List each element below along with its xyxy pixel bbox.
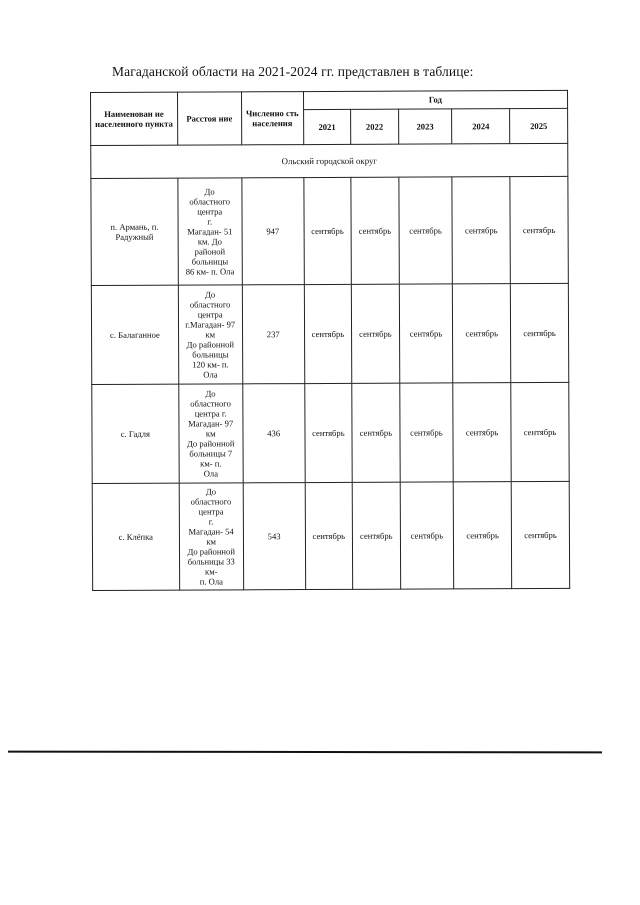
header-distance: Расстоя ние xyxy=(177,92,241,145)
header-year-2021: 2021 xyxy=(303,109,351,145)
table-row xyxy=(91,176,568,285)
table-row xyxy=(92,481,569,590)
month-cell-2021: сентябрь xyxy=(305,482,353,589)
intro-sentence: Магаданской области на 2021-2024 гг. представлен в таблице: xyxy=(112,64,474,79)
page-divider-line xyxy=(8,751,602,754)
month-cell-2025: сентябрь xyxy=(510,283,568,382)
region-row: Ольский городской округ xyxy=(91,143,568,178)
month-cell-2024: сентябрь xyxy=(452,177,510,284)
month-cell-2025: сентябрь xyxy=(511,382,569,481)
month-cell-2023: сентябрь xyxy=(400,482,454,589)
month-cell-2021: сентябрь xyxy=(304,284,352,383)
settlement-name: п. Армань, п. Радужный xyxy=(91,178,178,285)
month-cell-2022: сентябрь xyxy=(351,177,399,284)
schedule-table xyxy=(90,90,570,591)
distance-cell: До областного центра г.Магадан- 97 км До районной больницы 120 км- п. Ола xyxy=(178,285,242,384)
header-population: Численно сть населения xyxy=(241,92,303,145)
month-cell-2024: сентябрь xyxy=(453,482,511,589)
settlement-name: с. Гадля xyxy=(92,384,179,483)
population-cell: 947 xyxy=(242,178,304,285)
header-year-group: Год xyxy=(303,90,567,109)
month-cell-2022: сентябрь xyxy=(352,383,400,482)
header-year-2023: 2023 xyxy=(398,109,452,145)
month-cell-2024: сентябрь xyxy=(453,284,511,383)
distance-cell: До областного центра г. Магадан- 97 км До районной больницы 7 км- п. Ола xyxy=(178,384,242,483)
month-cell-2022: сентябрь xyxy=(352,482,400,589)
population-cell: 237 xyxy=(242,285,304,384)
distance-cell: До областного центра г. Магадан- 54 км До районной больницы 33 км- п. Ола xyxy=(179,483,243,590)
month-cell-2022: сентябрь xyxy=(351,284,399,383)
population-cell: 436 xyxy=(242,384,304,483)
settlement-name: с. Балаганное xyxy=(91,285,178,384)
month-cell-2023: сентябрь xyxy=(399,284,453,383)
month-cell-2021: сентябрь xyxy=(304,383,352,482)
settlement-name: с. Клёпка xyxy=(92,483,179,590)
header-year-2022: 2022 xyxy=(351,109,399,145)
table-row xyxy=(92,382,569,483)
month-cell-2024: сентябрь xyxy=(453,383,511,482)
header-year-2025: 2025 xyxy=(510,108,568,144)
table-row xyxy=(91,283,568,384)
month-cell-2025: сентябрь xyxy=(510,176,568,283)
distance-cell: До областного центра г. Магадан- 51 км. До районой больницы 86 км- п. Ола xyxy=(178,178,242,285)
population-cell: 543 xyxy=(243,483,305,590)
month-cell-2025: сентябрь xyxy=(511,481,569,588)
header-year-2024: 2024 xyxy=(452,108,510,144)
header-settlement-name: Наименован ие населенного пункта xyxy=(91,92,178,145)
month-cell-2023: сентябрь xyxy=(398,177,452,284)
month-cell-2023: сентябрь xyxy=(399,383,453,482)
month-cell-2021: сентябрь xyxy=(304,177,352,284)
